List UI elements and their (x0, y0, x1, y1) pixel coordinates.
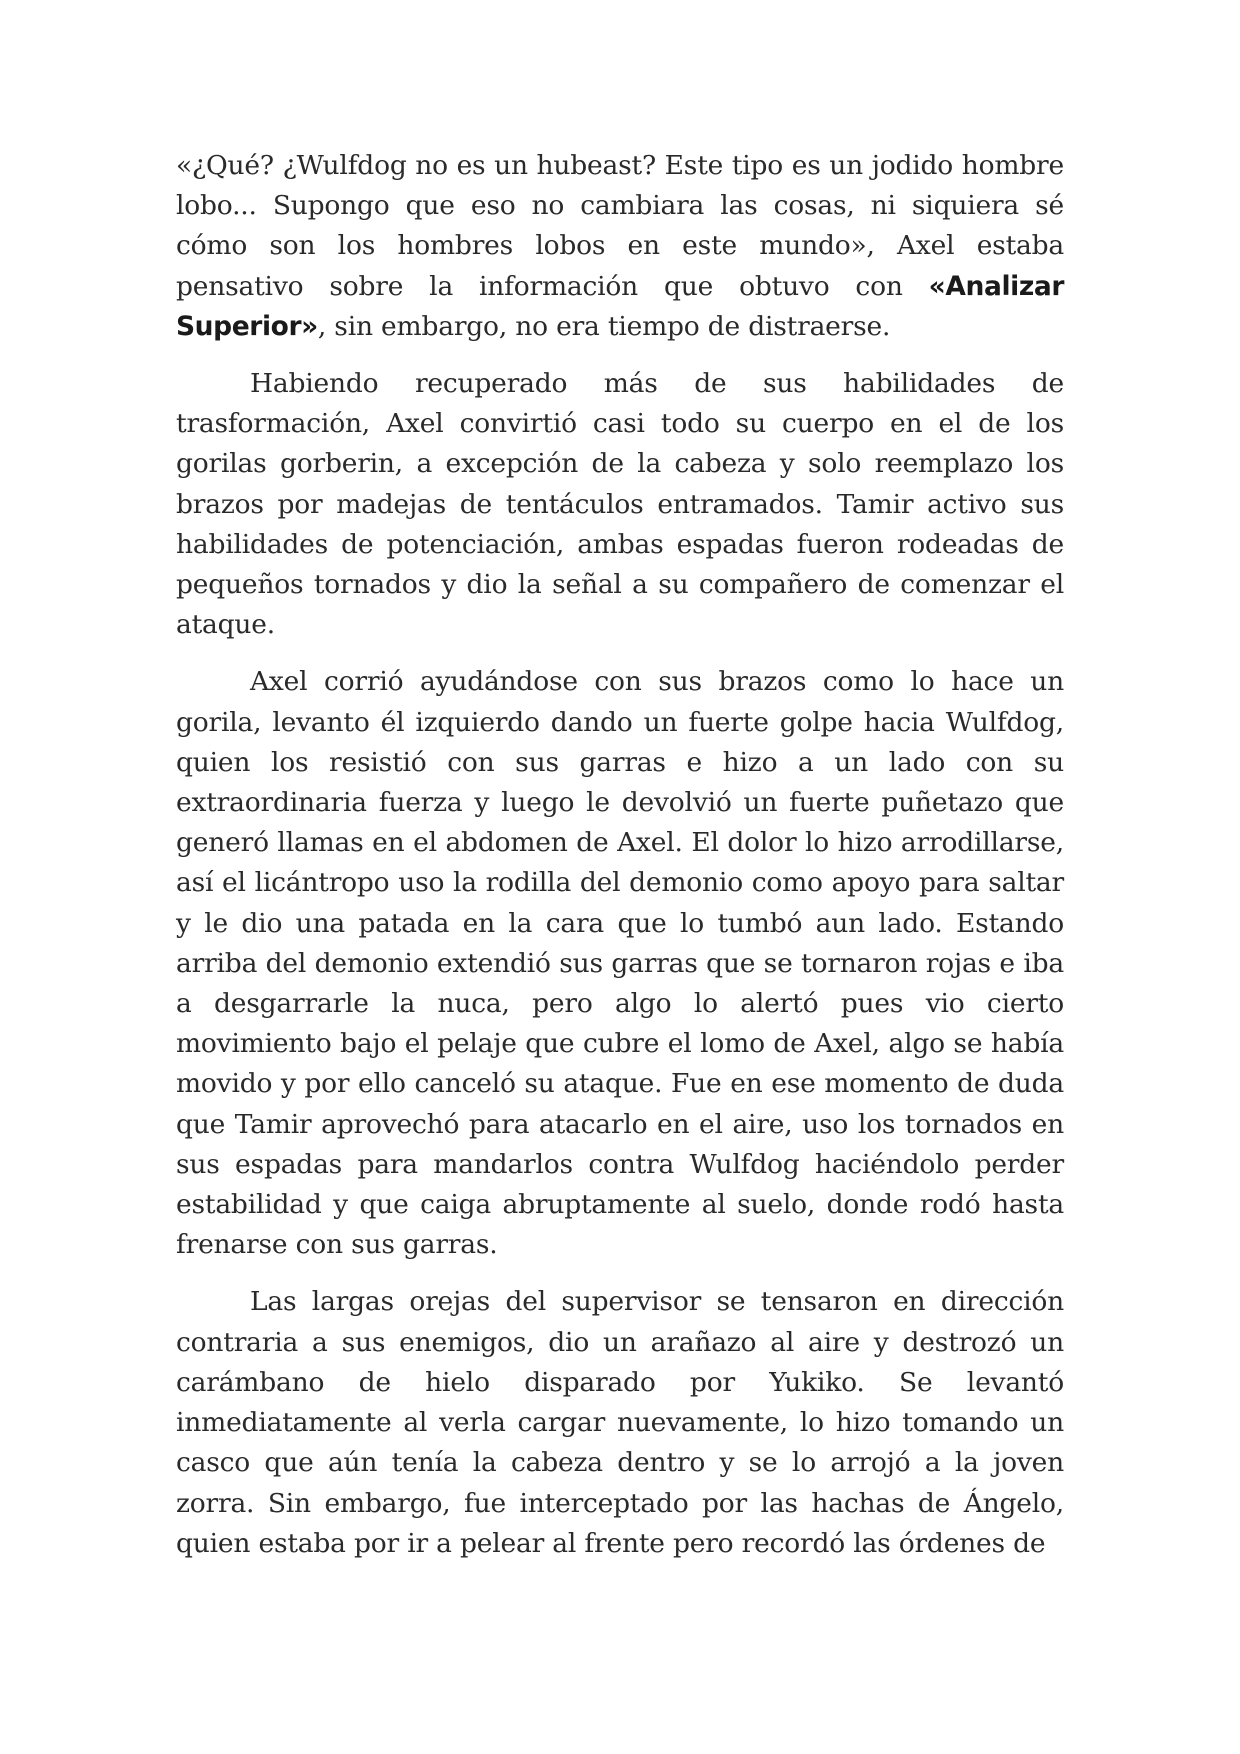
paragraph-1-text-before: «¿Qué? ¿Wulfdog no es un hubeast? Este tipo es un jodido hombre lobo... Supongo que eso no cambiara las cosas, ni siquiera sé cómo son los hombres lobos en este mundo», Axel estaba pensativo sobre la información que obtuvo con (176, 150, 1064, 302)
paragraph-3: Axel corrió ayudándose con sus brazos como lo hace un gorila, levanto él izquierdo dando un fuerte golpe hacia Wulfdog, quien los resistió con sus garras e hizo a un lado con su extraordinaria fuerza y luego le devolvió un fuerte puñetazo que generó llamas en el abdomen de Axel. El dolor lo hizo arrodillarse, así el licántropo uso la rodilla del demonio como apoyo para saltar y le dio una patada en la cara que lo tumbó aun lado. Estando arriba del demonio extendió sus garras que se tornaron rojas e iba a desgarrarle la nuca, pero algo lo alertó pues vio cierto movimiento bajo el pelaje que cubre el lomo de Axel, algo se había movido y por ello canceló su ataque. Fue en ese momento de duda que Tamir aprovechó para atacarlo en el aire, uso los tornados en sus espadas para mandarlos contra Wulfdog haciéndolo perder estabilidad y que caiga abruptamente al suelo, donde rodó hasta frenarse con sus garras. (176, 666, 1064, 1261)
paragraph-2: Habiendo recuperado más de sus habilidades de trasformación, Axel convirtió casi todo su cuerpo en el de los gorilas gorberin, a excepción de la cabeza y solo reemplazo los brazos por madejas de tentáculos entramados. Tamir activo sus habilidades de potenciación, ambas espadas fueron rodeadas de pequeños tornados y dio la señal a su compañero de comenzar el ataque. (176, 368, 1064, 641)
paragraph-4: Las largas orejas del supervisor se tensaron en dirección contraria a sus enemigos, dio un arañazo al aire y destrozó un carámbano de hielo disparado por Yukiko. Se levantó inmediatamente al verla cargar nuevamente, lo hizo tomando un casco que aún tenía la cabeza dentro y se lo arrojó a la joven zorra. Sin embargo, fue interceptado por las hachas de Ángelo, quien estaba por ir a pelear al frente pero recordó las órdenes de (176, 1286, 1064, 1559)
document-page (176, 146, 1064, 1581)
paragraph-1-text-after: , sin embargo, no era tiempo de distraerse. (317, 310, 891, 342)
skill-name-bold: «Analizar Superior» (176, 270, 1064, 342)
paragraph-1 (176, 146, 1064, 347)
